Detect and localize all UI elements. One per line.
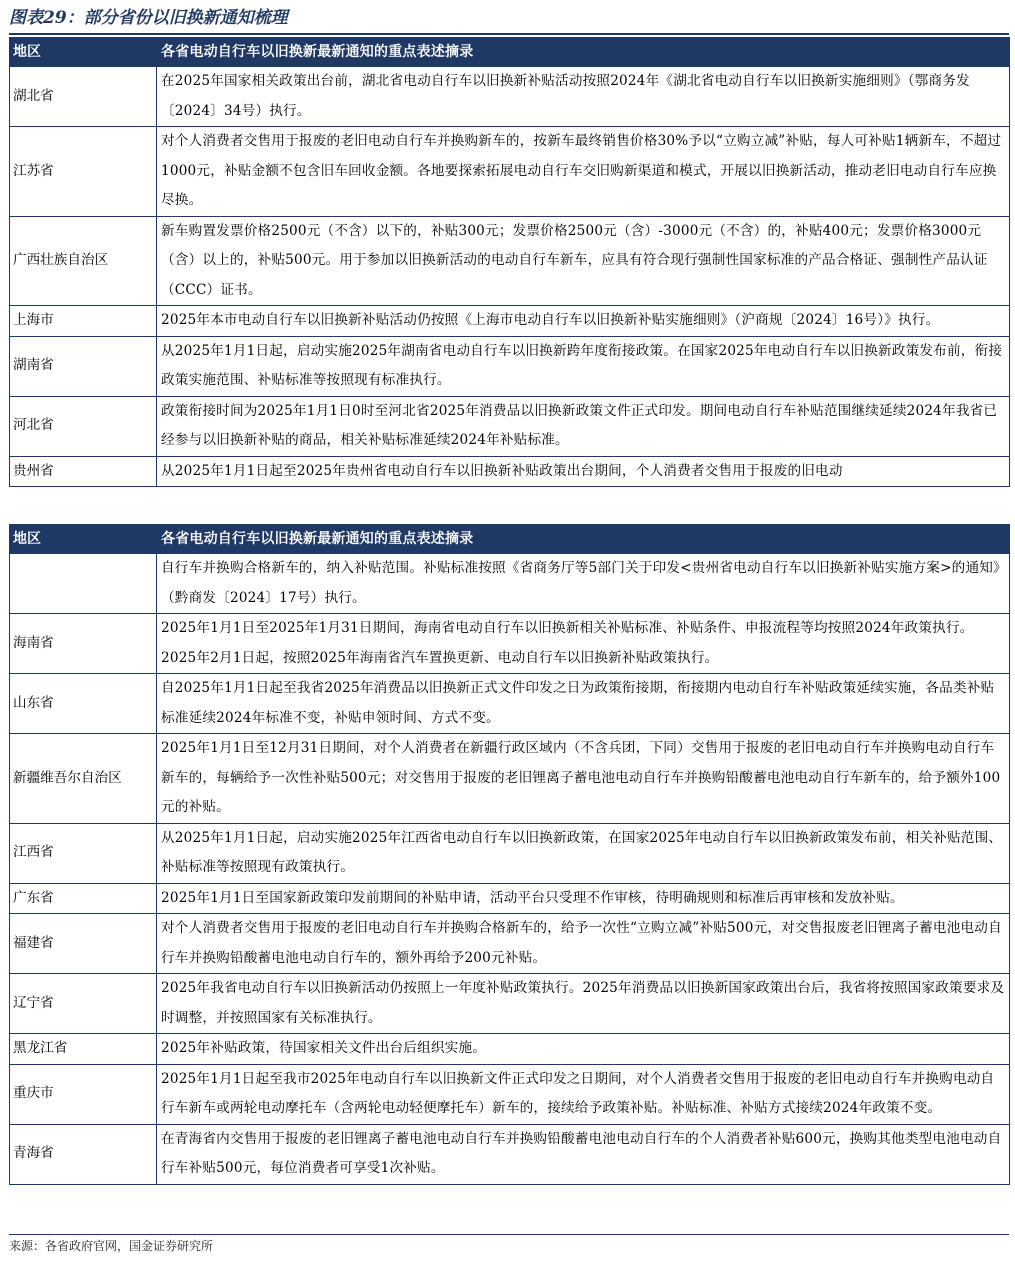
policy-text-cell: 2025年1月1日至12月31日期间，对个人消费者在新疆行政区域内（不含兵团，下同）交售用于报废的老旧电动自行车并换购电动自行车新车的，每辆给予一次性补贴500元；对交售用于报废的老旧锂离子蓄电池电动自行车并换购铅酸蓄电池电动自行车新车的，给予额外100元的补贴。	[157, 734, 1010, 824]
table-row	[10, 67, 1010, 127]
table-row	[10, 396, 1010, 456]
table-row	[10, 1124, 1010, 1184]
table-row	[10, 216, 1010, 306]
table-row	[10, 883, 1010, 914]
table-row	[10, 336, 1010, 396]
region-cell: 江苏省	[10, 127, 157, 217]
policy-text-cell: 2025年1月1日至国家新政策印发前期间的补贴申请，活动平台只受理不作审核，待明确规则和标准后再审核和发放补贴。	[157, 883, 1010, 914]
table-row	[10, 974, 1010, 1034]
policy-text-cell: 在2025年国家相关政策出台前，湖北省电动自行车以旧换新补贴活动按照2024年《湖北省电动自行车以旧换新实施细则》（鄂商务发〔2024〕34号）执行。	[157, 67, 1010, 127]
source-note: 来源：各省政府官网，国金证券研究所	[9, 1234, 1009, 1257]
policy-text-cell: 从2025年1月1日起，启动实施2025年江西省电动自行车以旧换新政策，在国家2025年电动自行车以旧换新政策发布前，相关补贴范围、补贴标准等按照现有政策执行。	[157, 823, 1010, 883]
policy-text-cell: 对个人消费者交售用于报废的老旧电动自行车并换购新车的，按新车最终销售价格30%予以“立购立减”补贴，每人可补贴1辆新车，不超过1000元，补贴金额不包含旧车回收金额。各地要探索拓展电动自行车交旧购新渠道和模式，开展以旧换新活动，推动老旧电动自行车应换尽换。	[157, 127, 1010, 217]
table-row	[10, 674, 1010, 734]
header-content: 各省电动自行车以旧换新最新通知的重点表述摘录	[157, 525, 1010, 554]
table-row	[10, 554, 1010, 614]
policy-text-cell: 2025年补贴政策，待国家相关文件出台后组织实施。	[157, 1034, 1010, 1065]
region-cell: 广西壮族自治区	[10, 216, 157, 306]
region-cell: 辽宁省	[10, 974, 157, 1034]
region-cell: 山东省	[10, 674, 157, 734]
policy-text-cell: 从2025年1月1日起至2025年贵州省电动自行车以旧换新补贴政策出台期间，个人消费者交售用于报废的旧电动	[157, 456, 1010, 487]
table-row	[10, 127, 1010, 217]
policy-text-cell: 2025年我省电动自行车以旧换新活动仍按照上一年度补贴政策执行。2025年消费品以旧换新国家政策出台后，我省将按照国家政策要求及时调整，并按照国家有关标准执行。	[157, 974, 1010, 1034]
region-cell	[10, 554, 157, 614]
policy-text-cell: 新车购置发票价格2500元（不含）以下的，补贴300元；发票价格2500元（含）-3000元（不含）的，补贴400元；发票价格3000元（含）以上的，补贴500元。用于参加以旧换新活动的电动自行车新车，应具有符合现行强制性国家标准的产品合格证、强制性产品认证（CCC）证书。	[157, 216, 1010, 306]
header-region: 地区	[10, 525, 157, 554]
table-header-row	[10, 525, 1010, 554]
policy-text-cell: 从2025年1月1日起，启动实施2025年湖南省电动自行车以旧换新跨年度衔接政策。在国家2025年电动自行车以旧换新政策发布前，衔接政策实施范围、补贴标准等按照现有标准执行。	[157, 336, 1010, 396]
table-header-row	[10, 38, 1010, 67]
table-row	[10, 734, 1010, 824]
title-rule	[9, 33, 1009, 35]
policy-text-cell: 自行车并换购合格新车的，纳入补贴范围。补贴标准按照《省商务厅等5部门关于印发<贵州省电动自行车以旧换新补贴实施方案>的通知》（黔商发〔2024〕17号）执行。	[157, 554, 1010, 614]
policy-text-cell: 政策衔接时间为2025年1月1日0时至河北省2025年消费品以旧换新政策文件正式印发。期间电动自行车补贴范围继续延续2024年我省已经参与以旧换新补贴的商品，相关补贴标准延续2024年补贴标准。	[157, 396, 1010, 456]
table-row	[10, 823, 1010, 883]
region-cell: 青海省	[10, 1124, 157, 1184]
policy-table-part-2	[9, 524, 1010, 1185]
table-row	[10, 1064, 1010, 1124]
region-cell: 上海市	[10, 306, 157, 337]
region-cell: 新疆维吾尔自治区	[10, 734, 157, 824]
table-row	[10, 306, 1010, 337]
region-cell: 重庆市	[10, 1064, 157, 1124]
header-content: 各省电动自行车以旧换新最新通知的重点表述摘录	[157, 38, 1010, 67]
region-cell: 江西省	[10, 823, 157, 883]
region-cell: 湖南省	[10, 336, 157, 396]
figure-title: 图表29：部分省份以旧换新通知梳理	[9, 8, 288, 28]
policy-text-cell: 2025年1月1日至2025年1月31日期间，海南省电动自行车以旧换新相关补贴标准、补贴条件、申报流程等均按照2024年政策执行。2025年2月1日起，按照2025年海南省汽车置换更新、电动自行车以旧换新补贴政策执行。	[157, 614, 1010, 674]
region-cell: 海南省	[10, 614, 157, 674]
table-row	[10, 614, 1010, 674]
table-row	[10, 1034, 1010, 1065]
policy-text-cell: 自2025年1月1日起至我省2025年消费品以旧换新正式文件印发之日为政策衔接期，衔接期内电动自行车补贴政策延续实施，各品类补贴标准延续2024年标准不变，补贴申领时间、方式不变。	[157, 674, 1010, 734]
region-cell: 河北省	[10, 396, 157, 456]
region-cell: 贵州省	[10, 456, 157, 487]
policy-text-cell: 2025年1月1日起至我市2025年电动自行车以旧换新文件正式印发之日期间，对个人消费者交售用于报废的老旧电动自行车并换购电动自行车新车或两轮电动摩托车（含两轮电动轻便摩托车）新车的，接续给予政策补贴。补贴标准、补贴方式接续2024年政策不变。	[157, 1064, 1010, 1124]
table-row	[10, 456, 1010, 487]
region-cell: 湖北省	[10, 67, 157, 127]
policy-text-cell: 2025年本市电动自行车以旧换新补贴活动仍按照《上海市电动自行车以旧换新补贴实施细则》（沪商规〔2024〕16号）》执行。	[157, 306, 1010, 337]
region-cell: 福建省	[10, 914, 157, 974]
region-cell: 黑龙江省	[10, 1034, 157, 1065]
policy-text-cell: 在青海省内交售用于报废的老旧锂离子蓄电池电动自行车并换购铅酸蓄电池电动自行车的个人消费者补贴600元，换购其他类型电池电动自行车补贴500元，每位消费者可享受1次补贴。	[157, 1124, 1010, 1184]
header-region: 地区	[10, 38, 157, 67]
policy-table-part-1	[9, 37, 1010, 487]
region-cell: 广东省	[10, 883, 157, 914]
policy-text-cell: 对个人消费者交售用于报废的老旧电动自行车并换购合格新车的，给予一次性“立购立减”补贴500元，对交售报废老旧锂离子蓄电池电动自行车并换购铅酸蓄电池电动自行车的，额外再给予200元补贴。	[157, 914, 1010, 974]
table-row	[10, 914, 1010, 974]
